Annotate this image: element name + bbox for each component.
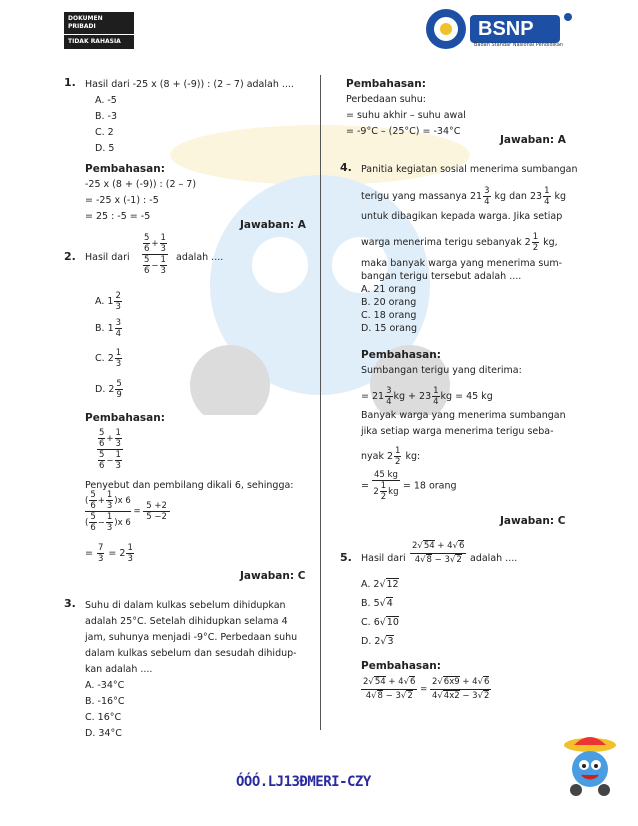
q5-option-b-label: B. [361,598,371,609]
q3-solution-heading: Pembahasan: [346,78,426,90]
q2-option-d-whole: 2 [108,384,115,395]
q2-option-c-den: 3 [115,359,122,369]
q1-answer: Jawaban: A [240,219,306,231]
q5-option-c-coef: 6 [373,617,380,628]
q2-expression: $\frac{5}{6}$ + $\frac{1}{3}$ $\frac{5}{6}$ − $\frac{1}{3}$ [144,233,166,276]
footer-url: ÓÓÓ.LJ13ÐМЕRI-CZY [236,774,371,790]
q4-line-5: maka banyak warga yang menerima sum- [361,258,563,269]
q4-option-d: D. 15 orang [361,323,418,334]
mascot-icon [560,735,620,797]
q3-solution-3: = -9°C – (25°C) = -34°C [346,126,461,137]
q1-solution-3: = 25 : -5 = -5 [85,211,151,222]
q2-option-c-label: C. [95,353,105,364]
q3-line-3: jam, suhunya menjadi -9°C. Perbedaan suhu [85,632,298,643]
q2-option-a-whole: 1 [107,296,114,307]
q3-line-5: kan adalah .... [85,664,153,675]
q4-solution-2: = 21 $\frac{3}{4}$ kg + 23 $\frac{1}{4}$ kg = 45 kg [361,386,493,407]
q3-line-1: Suhu di dalam kulkas sebelum dihidupkan [85,600,286,611]
q2-solution-result: = $\frac{7}{3}$ = 2 $\frac{1}{3}$ [85,543,133,564]
q2-option-b-num: 3 [115,318,122,328]
q2-option-c [95,348,123,369]
q3-solution-1: Perbedaan suhu: [346,94,426,105]
q4-option-c: C. 18 orang [361,310,417,321]
q5-option-d-coef: 2 [374,636,381,647]
q5-option-c-label: C. [361,617,371,628]
q4-solution-4: jika setiap warga menerima terigu seba- [361,426,554,437]
q2-answer: Jawaban: C [240,570,306,582]
q4-line-3: untuk dibagikan kepada warga. Jika setiap [361,211,563,222]
q2-option-b-den: 4 [115,329,122,339]
q2-option-a-label: A. [95,296,105,307]
q1-option-c: C. 2 [95,127,114,138]
logo-text: BSNP [478,18,534,40]
q5-option-d-radicand: 3 [387,636,394,647]
q2-option-b [95,318,123,339]
q1-solution-1: -25 x (8 + (-9)) : (2 – 7) [85,179,197,190]
q4-line-2-mid: kg dan [494,191,527,202]
q3-line-4: dalam kulkas sebelum dan sesudah dihidup- [85,648,297,659]
q5-expression: 2√54 + 4√6 4√8 − 3√2 [412,541,465,565]
q5-solution-step: $\frac{2√54 + 4√6}{4√8 - 3√2}$ = $\frac{2√6x9 + 4√6}{4√4x2 - 3√2}$ [363,677,490,701]
q4-option-a: A. 21 orang [361,284,417,295]
stamp-line-2: TIDAK RAHASIA [68,38,121,45]
q2-option-c-num: 1 [115,348,122,358]
q4-solution-6: = 45 kg 2 $\frac{1}{2}$ kg = 18 orang [361,470,457,502]
q3-solution-2: = suhu akhir – suhu awal [346,110,466,121]
q3-option-a: A. -34°C [85,680,125,691]
q5-option-d: D. 2√3 [361,636,394,647]
q4-number: 4. [340,161,352,174]
q4-solution-6-a: = [361,480,369,492]
q4-solution-2-a: = 21 [361,391,385,402]
q1-solution-2: = -25 x (-1) : -5 [85,195,159,206]
q5-option-b-radicand: 4 [386,598,393,609]
q4-line-4-unit: kg, [543,237,558,248]
q4-answer: Jawaban: C [500,515,566,527]
q1-option-d: D. 5 [95,143,115,154]
q5-option-c-radicand: 10 [386,617,399,628]
q2-option-a-num: 2 [115,291,121,301]
logo-subtitle: Badan Standar Nasional Pendidikan [474,42,564,48]
q1-text: Hasil dari -25 x (8 + (-9)) : (2 – 7) adalah .... [85,79,294,90]
q4-line-2: terigu yang massanya 21 $\frac{3}{4}$ kg dan 23 $\frac{1}{4}$ kg [361,186,567,207]
q5-option-a: A. 2√12 [361,579,399,590]
q2-option-a-den: 3 [115,302,121,312]
q4-solution-5-b: kg: [405,451,421,462]
document-stamp [64,12,134,49]
q4-line-1: Panitia kegiatan sosial menerima sumbangan [361,164,578,175]
q5-option-a-radicand: 12 [386,579,399,590]
q2-option-c-whole: 2 [107,353,114,364]
q2-text-a: Hasil dari [85,252,130,263]
q5-text-b: adalah .... [470,553,518,564]
q1-option-a: A. -5 [95,95,117,106]
q4-line-2-unit: kg [554,191,567,202]
q3-number: 3. [64,597,76,610]
q5-option-b: B. 5√4 [361,598,393,609]
q4-solution-5: nyak 2 $\frac{1}{2}$ kg: [361,446,421,467]
q4-solution-2-c: kg = 45 kg [440,391,493,402]
q2-solution-heading: Pembahasan: [85,412,165,424]
q2-option-d-num: 5 [116,379,122,389]
q4-line-4-text: warga menerima terigu sebanyak [361,237,522,248]
q1-solution-heading: Pembahasan: [85,163,165,175]
q5-solution-heading: Pembahasan: [361,660,441,672]
q4-line-6: bangan terigu tersebut adalah .... [361,271,522,282]
q4-line-2-text: terigu yang massanya [361,191,467,202]
q2-option-a [95,291,123,312]
q2-text-b: adalah .... [176,252,224,263]
q2-option-d-label: D. [95,384,106,395]
q2-solution-expression: $\frac{5}{6}$ + $\frac{1}{3}$ $\frac{5}{6}$ − $\frac{1}{3}$ [99,428,121,471]
q5-option-c: C. 6√10 [361,617,399,628]
q2-option-b-whole: 1 [107,323,114,334]
q2-option-d-den: 9 [116,390,122,400]
q5-number: 5. [340,551,352,564]
q4-solution-1: Sumbangan terigu yang diterima: [361,365,522,376]
q4-line-4: warga menerima terigu sebanyak 2 $\frac{1}{2}$ kg, [361,232,558,253]
q2-solution-step: ( $\frac{5}{6}$ + $\frac{1}{3}$ )x 6 ( $\frac{5}{6}$ − $\frac{1}{3}$ )x 6 = $\frac{5 +2}{5 -2}$ [85,490,170,533]
q5-text-a: Hasil dari [361,553,406,564]
q3-line-2: adalah 25°C. Setelah dihidupkan selama 4 [85,616,288,627]
stamp-line-1: DOKUMEN PRIBADI [64,12,134,35]
q4-solution-2-b: kg + 23 [393,391,432,402]
q3-option-d: D. 34°C [85,728,122,739]
q4-solution-heading: Pembahasan: [361,349,441,361]
q5-option-b-coef: 5 [373,598,380,609]
q1-option-b: B. -3 [95,111,118,122]
q2-solution-text: Penyebut dan pembilang dikali 6, sehingga: [85,480,294,491]
q1-number: 1. [64,76,76,89]
q4-option-b: B. 20 orang [361,297,417,308]
q3-answer: Jawaban: A [500,134,566,146]
column-divider [320,75,321,730]
q2-option-d [95,379,124,400]
q4-solution-5-a: nyak [361,451,384,462]
q4-solution-3: Banyak warga yang menerima sumbangan [361,410,566,421]
q2-number: 2. [64,250,76,263]
q4-solution-6-b: = 18 orang [402,480,457,492]
q5-option-d-label: D. [361,636,372,647]
q2-option-b-label: B. [95,323,105,334]
q5-option-a-label: A. [361,579,371,590]
q3-option-c: C. 16°C [85,712,122,723]
q5-option-a-coef: 2 [373,579,380,590]
q3-option-b: B. -16°C [85,696,125,707]
